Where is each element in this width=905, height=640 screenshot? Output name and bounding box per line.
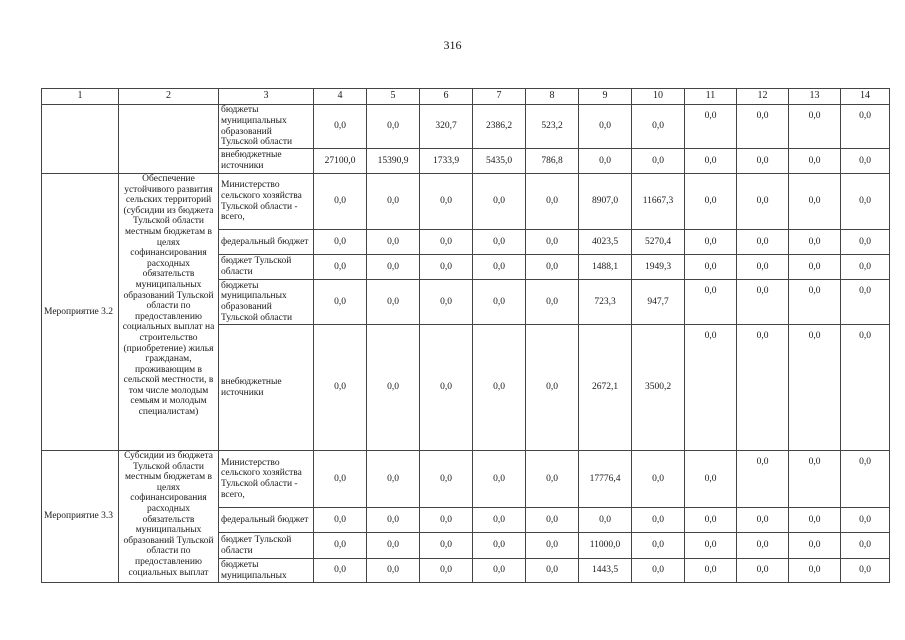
value-cell: 0,0 xyxy=(737,508,789,533)
value-cell: 0,0 xyxy=(737,255,789,280)
value-cell: 0,0 xyxy=(526,508,579,533)
value-cell: 0,0 xyxy=(841,149,890,174)
value-cell: 0,0 xyxy=(789,451,841,508)
value-cell: 947,7 xyxy=(632,280,685,325)
value-cell: 1443,5 xyxy=(579,559,632,583)
value-cell: 0,0 xyxy=(314,230,367,255)
source-cell: бюджеты муниципальных xyxy=(219,559,314,583)
col-header: 1 xyxy=(42,89,119,105)
value-cell: 0,0 xyxy=(685,533,737,559)
value-cell: 0,0 xyxy=(789,508,841,533)
value-cell: 0,0 xyxy=(473,508,526,533)
value-cell: 27100,0 xyxy=(314,149,367,174)
value-cell: 0,0 xyxy=(579,149,632,174)
value-cell: 0,0 xyxy=(473,230,526,255)
value-cell: 0,0 xyxy=(314,280,367,325)
value-cell: 0,0 xyxy=(314,508,367,533)
value-cell: 0,0 xyxy=(789,325,841,451)
value-cell: 0,0 xyxy=(737,533,789,559)
value-cell: 0,0 xyxy=(473,280,526,325)
col-header: 7 xyxy=(473,89,526,105)
value-cell: 0,0 xyxy=(685,559,737,583)
value-cell: 0,0 xyxy=(420,533,473,559)
source-cell: бюджет Тульской области xyxy=(219,533,314,559)
source-cell: федеральный бюджет xyxy=(219,230,314,255)
value-cell: 0,0 xyxy=(367,174,420,230)
value-cell: 0,0 xyxy=(367,533,420,559)
value-cell: 0,0 xyxy=(526,255,579,280)
value-cell: 0,0 xyxy=(367,325,420,451)
value-cell: 0,0 xyxy=(526,533,579,559)
value-cell: 0,0 xyxy=(367,451,420,508)
value-cell: 0,0 xyxy=(314,325,367,451)
col-header: 12 xyxy=(737,89,789,105)
value-cell: 1733,9 xyxy=(420,149,473,174)
table-row xyxy=(42,174,890,230)
value-cell: 0,0 xyxy=(473,559,526,583)
value-cell: 0,0 xyxy=(685,230,737,255)
value-cell: 0,0 xyxy=(632,508,685,533)
value-cell: 0,0 xyxy=(685,255,737,280)
value-cell: 0,0 xyxy=(367,230,420,255)
value-cell: 0,0 xyxy=(841,533,890,559)
value-cell: 0,0 xyxy=(526,230,579,255)
value-cell: 2386,2 xyxy=(473,105,526,149)
value-cell: 3500,2 xyxy=(632,325,685,451)
value-cell: 0,0 xyxy=(420,325,473,451)
value-cell: 0,0 xyxy=(685,451,737,508)
value-cell: 0,0 xyxy=(314,105,367,149)
value-cell: 0,0 xyxy=(841,280,890,325)
value-cell: 0,0 xyxy=(420,174,473,230)
value-cell: 523,2 xyxy=(526,105,579,149)
measure-cell: Мероприятие 3.2 xyxy=(42,174,119,451)
col-header: 14 xyxy=(841,89,890,105)
value-cell: 0,0 xyxy=(841,174,890,230)
source-cell: федеральный бюджет xyxy=(219,508,314,533)
value-cell: 320,7 xyxy=(420,105,473,149)
value-cell: 0,0 xyxy=(632,559,685,583)
value-cell: 0,0 xyxy=(314,559,367,583)
col-header: 3 xyxy=(219,89,314,105)
measure-cell xyxy=(42,105,119,174)
description-cell: Субсидии из бюджета Тульской области местным бюджетам в целях софинансирования расходных обязательств муниципальных образований Тульской области по предоставлению социальных выплат xyxy=(119,451,219,583)
value-cell: 0,0 xyxy=(737,559,789,583)
value-cell: 0,0 xyxy=(367,508,420,533)
value-cell: 0,0 xyxy=(473,325,526,451)
value-cell: 0,0 xyxy=(473,451,526,508)
value-cell: 0,0 xyxy=(473,533,526,559)
value-cell: 0,0 xyxy=(737,174,789,230)
value-cell: 0,0 xyxy=(314,255,367,280)
value-cell: 0,0 xyxy=(367,559,420,583)
value-cell: 15390,9 xyxy=(367,149,420,174)
value-cell: 0,0 xyxy=(685,105,737,149)
value-cell: 0,0 xyxy=(789,149,841,174)
value-cell: 0,0 xyxy=(789,255,841,280)
header-row xyxy=(42,89,890,105)
value-cell: 0,0 xyxy=(685,174,737,230)
value-cell: 0,0 xyxy=(737,149,789,174)
source-cell: Министерство сельского хозяйства Тульской области - всего, xyxy=(219,451,314,508)
value-cell: 0,0 xyxy=(737,105,789,149)
value-cell: 0,0 xyxy=(367,105,420,149)
value-cell: 0,0 xyxy=(526,280,579,325)
value-cell: 5270,4 xyxy=(632,230,685,255)
value-cell: 0,0 xyxy=(789,559,841,583)
value-cell: 0,0 xyxy=(420,255,473,280)
value-cell: 0,0 xyxy=(367,280,420,325)
measure-cell: Мероприятие 3.3 xyxy=(42,451,119,583)
value-cell: 723,3 xyxy=(579,280,632,325)
value-cell: 0,0 xyxy=(685,280,737,325)
value-cell: 0,0 xyxy=(579,105,632,149)
value-cell: 0,0 xyxy=(841,451,890,508)
source-cell: внебюджетные источники xyxy=(219,325,314,451)
value-cell: 0,0 xyxy=(841,325,890,451)
table-row xyxy=(42,451,890,508)
value-cell: 0,0 xyxy=(420,559,473,583)
value-cell: 0,0 xyxy=(632,533,685,559)
value-cell: 0,0 xyxy=(632,451,685,508)
col-header: 4 xyxy=(314,89,367,105)
source-cell: внебюджетные источники xyxy=(219,149,314,174)
value-cell: 11667,3 xyxy=(632,174,685,230)
value-cell: 0,0 xyxy=(526,559,579,583)
value-cell: 0,0 xyxy=(579,508,632,533)
col-header: 10 xyxy=(632,89,685,105)
value-cell: 0,0 xyxy=(420,451,473,508)
col-header: 11 xyxy=(685,89,737,105)
col-header: 2 xyxy=(119,89,219,105)
value-cell: 0,0 xyxy=(737,230,789,255)
value-cell: 0,0 xyxy=(420,508,473,533)
source-cell: Министерство сельского хозяйства Тульской области - всего, xyxy=(219,174,314,230)
value-cell: 0,0 xyxy=(420,280,473,325)
value-cell: 0,0 xyxy=(737,451,789,508)
col-header: 13 xyxy=(789,89,841,105)
value-cell: 0,0 xyxy=(314,451,367,508)
value-cell: 0,0 xyxy=(737,325,789,451)
value-cell: 0,0 xyxy=(420,230,473,255)
description-cell xyxy=(119,105,219,174)
value-cell: 1488,1 xyxy=(579,255,632,280)
value-cell: 0,0 xyxy=(789,533,841,559)
source-cell: бюджеты муниципальных образований Тульской области xyxy=(219,280,314,325)
value-cell: 0,0 xyxy=(685,508,737,533)
value-cell: 0,0 xyxy=(526,451,579,508)
budget-table xyxy=(41,88,890,583)
col-header: 9 xyxy=(579,89,632,105)
value-cell: 0,0 xyxy=(526,325,579,451)
value-cell: 4023,5 xyxy=(579,230,632,255)
col-header: 5 xyxy=(367,89,420,105)
value-cell: 0,0 xyxy=(789,280,841,325)
value-cell: 0,0 xyxy=(841,230,890,255)
value-cell: 0,0 xyxy=(526,174,579,230)
value-cell: 11000,0 xyxy=(579,533,632,559)
value-cell: 0,0 xyxy=(314,533,367,559)
description-cell: Обеспечение устойчивого развития сельских территорий (субсидии из бюджета Тульской области местным бюджетам в целях софинансирования расходных обязательств муниципальных образований Тульской области по предоставлению социальных выплат на строительство (приобретение) жилья гражданам, проживающим в сельской местности, в том числе молодым семьям и молодым специалистам) xyxy=(119,174,219,451)
col-header: 6 xyxy=(420,89,473,105)
value-cell: 0,0 xyxy=(841,559,890,583)
value-cell: 0,0 xyxy=(789,174,841,230)
value-cell: 0,0 xyxy=(685,149,737,174)
source-cell: бюджет Тульской области xyxy=(219,255,314,280)
value-cell: 0,0 xyxy=(473,255,526,280)
value-cell: 0,0 xyxy=(367,255,420,280)
value-cell: 8907,0 xyxy=(579,174,632,230)
value-cell: 0,0 xyxy=(737,280,789,325)
value-cell: 0,0 xyxy=(789,105,841,149)
value-cell: 0,0 xyxy=(473,174,526,230)
value-cell: 0,0 xyxy=(685,325,737,451)
value-cell: 17776,4 xyxy=(579,451,632,508)
value-cell: 0,0 xyxy=(841,105,890,149)
value-cell: 0,0 xyxy=(632,149,685,174)
value-cell: 0,0 xyxy=(841,255,890,280)
value-cell: 0,0 xyxy=(789,230,841,255)
value-cell: 0,0 xyxy=(632,105,685,149)
table-row xyxy=(42,105,890,149)
page-number: 316 xyxy=(443,38,462,52)
value-cell: 2672,1 xyxy=(579,325,632,451)
col-header: 8 xyxy=(526,89,579,105)
value-cell: 5435,0 xyxy=(473,149,526,174)
value-cell: 786,8 xyxy=(526,149,579,174)
source-cell: бюджеты муниципальных образований Тульской области xyxy=(219,105,314,149)
value-cell: 0,0 xyxy=(314,174,367,230)
value-cell: 0,0 xyxy=(841,508,890,533)
value-cell: 1949,3 xyxy=(632,255,685,280)
